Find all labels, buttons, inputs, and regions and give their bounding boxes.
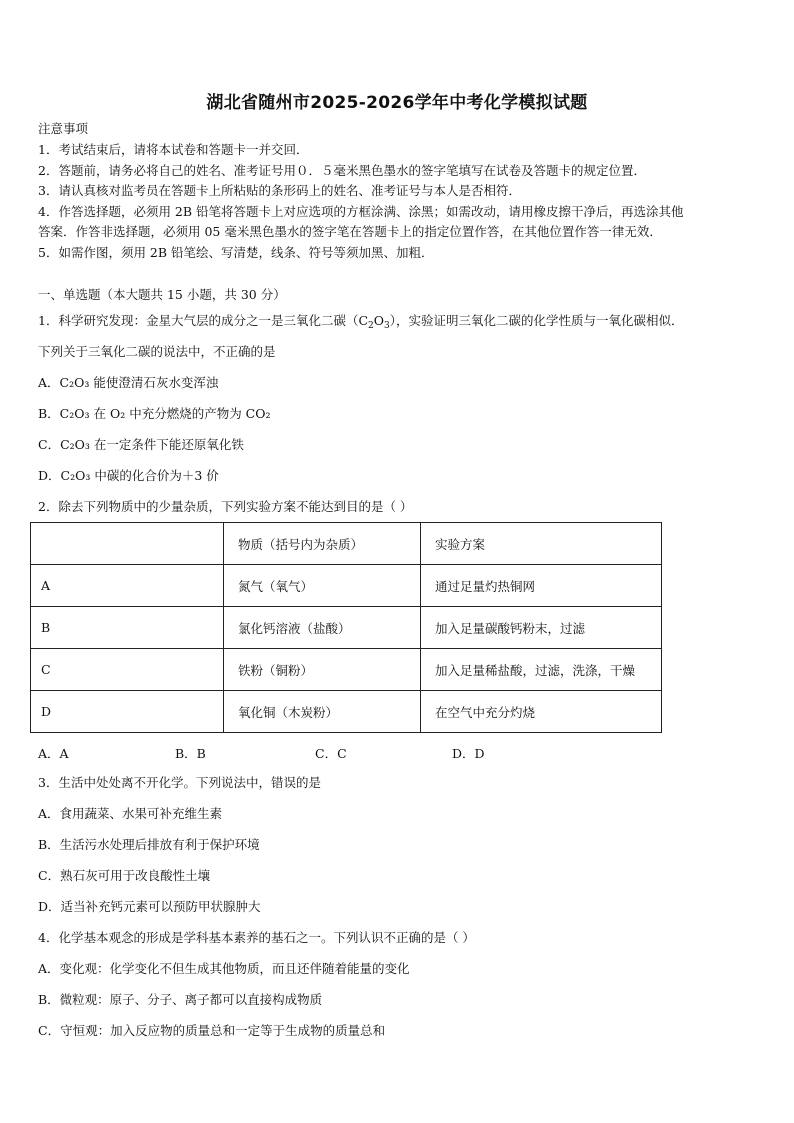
table-row bbox=[31, 691, 662, 733]
notice-heading: 注意事项 bbox=[38, 121, 89, 136]
table-cell: 实验方案 bbox=[421, 523, 662, 565]
table-cell: 氧化铜（木炭粉） bbox=[224, 691, 421, 733]
notice-item: 2．答题前，请务必将自己的姓名、准考证号用０．５毫米黑色墨水的签字笔填写在试卷及答题卡的规定位置． bbox=[38, 163, 646, 178]
q2-stem: 2．除去下列物质中的少量杂质，下列实验方案不能达到目的是（ ） bbox=[38, 499, 413, 514]
table-cell bbox=[31, 523, 224, 565]
table-row bbox=[31, 607, 662, 649]
table-cell: 氯化钙溶液（盐酸） bbox=[224, 607, 421, 649]
table-row bbox=[31, 565, 662, 607]
q1-option-d: D．C₂O₃ 中碳的化合价为＋3 价 bbox=[38, 468, 219, 483]
q3-option-b: B．生活污水处理后排放有利于保护环境 bbox=[38, 837, 260, 852]
q2-choice-c: C．C bbox=[315, 746, 347, 761]
q4-option-c: C．守恒观：加入反应物的质量总和一定等于生成物的质量总和 bbox=[38, 1023, 386, 1038]
q3-option-d: D．适当补充钙元素可以预防甲状腺肿大 bbox=[38, 899, 261, 914]
table-cell: 物质（括号内为杂质） bbox=[224, 523, 421, 565]
notice-item: 1．考试结束后，请将本试卷和答题卡一并交回． bbox=[38, 142, 309, 157]
notice-item: 5．如需作图，须用 2B 铅笔绘、写清楚，线条、符号等须加黑、加粗． bbox=[38, 245, 434, 260]
notice-item: 3．请认真核对监考员在答题卡上所粘贴的条形码上的姓名、准考证号与本人是否相符． bbox=[38, 183, 521, 198]
q3-option-a: A．食用蔬菜、水果可补充维生素 bbox=[38, 806, 223, 821]
q4-option-a: A．变化观：化学变化不但生成其他物质，而且还伴随着能量的变化 bbox=[38, 961, 410, 976]
table-cell: C bbox=[31, 649, 224, 691]
table-cell: 氮气（氧气） bbox=[224, 565, 421, 607]
q2-table bbox=[30, 522, 662, 733]
q1-stem-2: 下列关于三氧化二碳的说法中，不正确的是 bbox=[38, 344, 276, 359]
table-row bbox=[31, 649, 662, 691]
table-header-row bbox=[31, 523, 662, 565]
q2-choice-d: D．D bbox=[452, 746, 485, 761]
q4-option-b: B．微粒观：原子、分子、离子都可以直接构成物质 bbox=[38, 992, 323, 1007]
page-title: 湖北省随州市2025-2026学年中考化学模拟试题 bbox=[206, 93, 588, 113]
q2-choice-b: B．B bbox=[175, 746, 206, 761]
notice-item: 答案．作答非选择题，必须用 05 毫米黑色墨水的签字笔在答题卡上的指定位置作答，在其他位置作答一律无效． bbox=[38, 224, 662, 239]
q1-option-c: C．C₂O₃ 在一定条件下能还原氧化铁 bbox=[38, 437, 244, 452]
q3-option-c: C．熟石灰可用于改良酸性土壤 bbox=[38, 868, 211, 883]
table-cell: A bbox=[31, 565, 224, 607]
q1-option-a: A．C₂O₃ 能使澄清石灰水变浑浊 bbox=[38, 375, 219, 390]
notice-item: 4．作答选择题，必须用 2B 铅笔将答题卡上对应选项的方框涂满、涂黑；如需改动，请用橡皮擦干净后，再选涂其他 bbox=[38, 204, 684, 219]
table-cell: 加入足量碳酸钙粉末，过滤 bbox=[421, 607, 662, 649]
q2-choice-a: A．A bbox=[38, 746, 69, 761]
q1-option-b: B．C₂O₃ 在 O₂ 中充分燃烧的产物为 CO₂ bbox=[38, 406, 271, 421]
table-cell: 加入足量稀盐酸，过滤，洗涤，干燥 bbox=[421, 649, 662, 691]
q1-stem: 1．科学研究发现：金星大气层的成分之一是三氧化二碳$(C_2O_3)$，实验证明三氧化二碳的化学性质与一氧化碳相似． bbox=[38, 313, 684, 331]
q3-stem: 3．生活中处处离不开化学。下列说法中，错误的是 bbox=[38, 775, 321, 790]
table-cell: 通过足量灼热铜网 bbox=[421, 565, 662, 607]
table-cell: B bbox=[31, 607, 224, 649]
table-cell: 铁粉（铜粉） bbox=[224, 649, 421, 691]
table-cell: 在空气中充分灼烧 bbox=[421, 691, 662, 733]
table-cell: D bbox=[31, 691, 224, 733]
section-heading: 一、单选题（本大题共 15 小题，共 30 分） bbox=[38, 287, 286, 302]
q4-stem: 4．化学基本观念的形成是学科基本素养的基石之一。下列认识不正确的是（ ） bbox=[38, 930, 475, 945]
